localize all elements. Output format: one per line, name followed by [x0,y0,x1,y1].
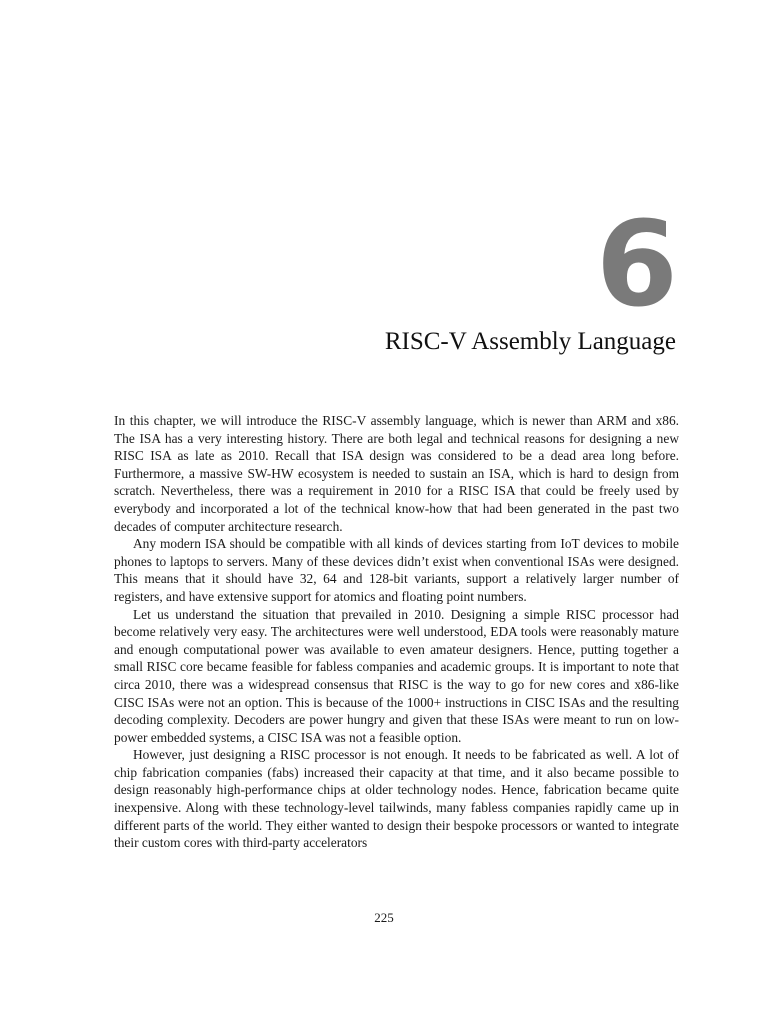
paragraph-3: Let us understand the situation that prevailed in 2010. Designing a simple RISC processor had become relatively very easy. The architectures were well understood, EDA tools were reasonably mature and enough computational power was available to even amateur designers. Hence, putting together a small RISC core became feasible for fabless companies and academic groups. It is important to note that circa 2010, there was a widespread consensus that RISC is the way to go for new cores and x86-like CISC ISAs were not an option. This is because of the 1000+ instructions in CISC ISAs and the resulting decoding complexity. Decoders are power hungry and given that these ISAs were meant to run on low-power embedded systems, a CISC ISA was not a feasible option. [114,606,679,745]
chapter-body [114,412,679,852]
paragraph-4: However, just designing a RISC processor is not enough. It needs to be fabricated as well. A lot of chip fabrication companies (fabs) increased their capacity at that time, and it also became possible to design reasonably high-performance chips at older technology nodes. Hence, fabrication became quite inexpensive. Along with these technology-level tailwinds, many fabless companies rapidly came up in different parts of the world. They either wanted to design their bespoke processors or wanted to integrate their custom cores with third-party accelerators [114,747,679,851]
chapter-number: 6 [595,195,676,333]
paragraph-2: Any modern ISA should be compatible with all kinds of devices starting from IoT devices to mobile phones to laptops to servers. Many of these devices didn’t exist when conventional ISAs were designed. This means that it should have 32, 64 and 128-bit variants, support a relatively larger number of registers, and have extensive support for atomics and floating point numbers. [114,536,679,604]
page-number: 225 [374,910,394,925]
paragraph-1: In this chapter, we will introduce the RISC-V assembly language, which is newer than ARM and x86. The ISA has a very interesting history. There are both legal and technical reasons for designing a new RISC ISA as late as 2010. Recall that ISA design was considered to be a dead area long before. Furthermore, a massive SW-HW ecosystem is needed to sustain an ISA, which is hard to design from scratch. Nevertheless, there was a requirement in 2010 for a RISC ISA that could be freely used by everybody and incorporated a lot of the technical know-how that had been generated in the past two decades of computer architecture research. [114,413,679,534]
chapter-title: RISC-V Assembly Language [384,328,676,355]
